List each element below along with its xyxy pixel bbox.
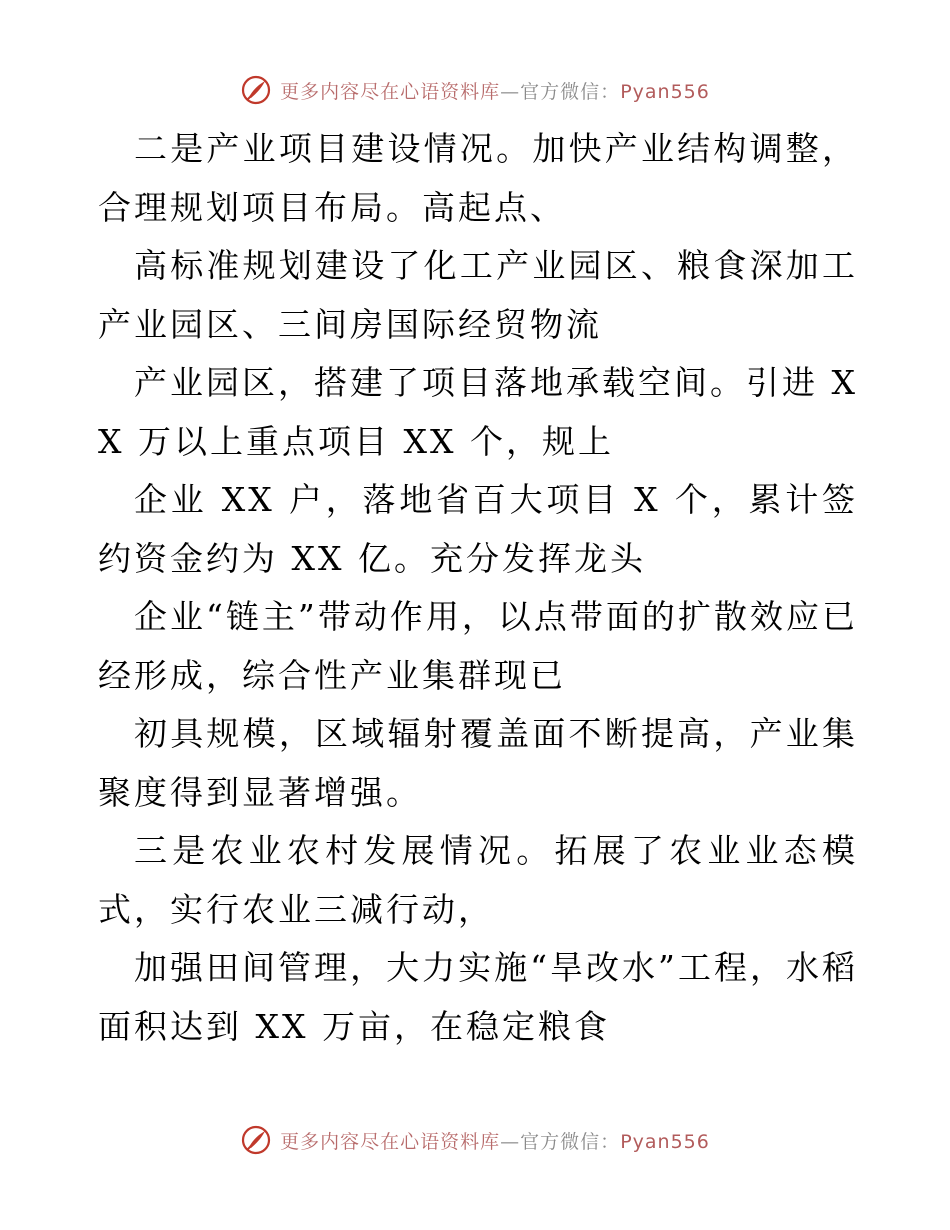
banner-caption	[280, 1127, 710, 1154]
paragraph: 企业 XX 户，落地省百大项目 X 个，累计签约资金约为 XX 亿。充分发挥龙头	[98, 480, 858, 578]
paragraph: 二是产业项目建设情况。加快产业结构调整，合理规划项目布局。高起点、	[98, 129, 858, 227]
banner-site-text: 更多内容尽在心语资料库	[280, 1130, 501, 1153]
paragraph: 初具规模，区域辐射覆盖面不断提高，产业集聚度得到显著增强。	[98, 714, 858, 812]
banner-caption	[280, 77, 710, 104]
paragraph: 三是农业农村发展情况。拓展了农业业态模式，实行农业三减行动，	[98, 831, 858, 929]
paragraph: 企业“链主”带动作用，以点带面的扩散效应已经形成，综合性产业集群现已	[98, 597, 858, 695]
header-banner	[0, 70, 950, 110]
banner-wechat-handle: Pyan556	[620, 80, 710, 103]
banner-wechat-handle: Pyan556	[620, 1130, 710, 1153]
banner-site-text: 更多内容尽在心语资料库	[280, 80, 501, 103]
quill-pen-logo-icon	[240, 74, 272, 106]
paragraph: 高标准规划建设了化工产业园区、粮食深加工产业园区、三间房国际经贸物流	[98, 246, 858, 344]
paragraph: 产业园区，搭建了项目落地承载空间。引进 XX 万以上重点项目 XX 个，规上	[98, 363, 858, 461]
footer-banner	[0, 1120, 950, 1160]
document-body	[98, 120, 858, 1056]
banner-dash: —	[500, 1130, 521, 1153]
paragraph: 加强田间管理，大力实施“旱改水”工程，水稻面积达到 XX 万亩，在稳定粮食	[98, 948, 858, 1046]
banner-wechat-label: 官方微信：	[520, 80, 621, 103]
banner-dash: —	[500, 80, 521, 103]
banner-wechat-label: 官方微信：	[520, 1130, 621, 1153]
quill-pen-logo-icon	[240, 1124, 272, 1156]
